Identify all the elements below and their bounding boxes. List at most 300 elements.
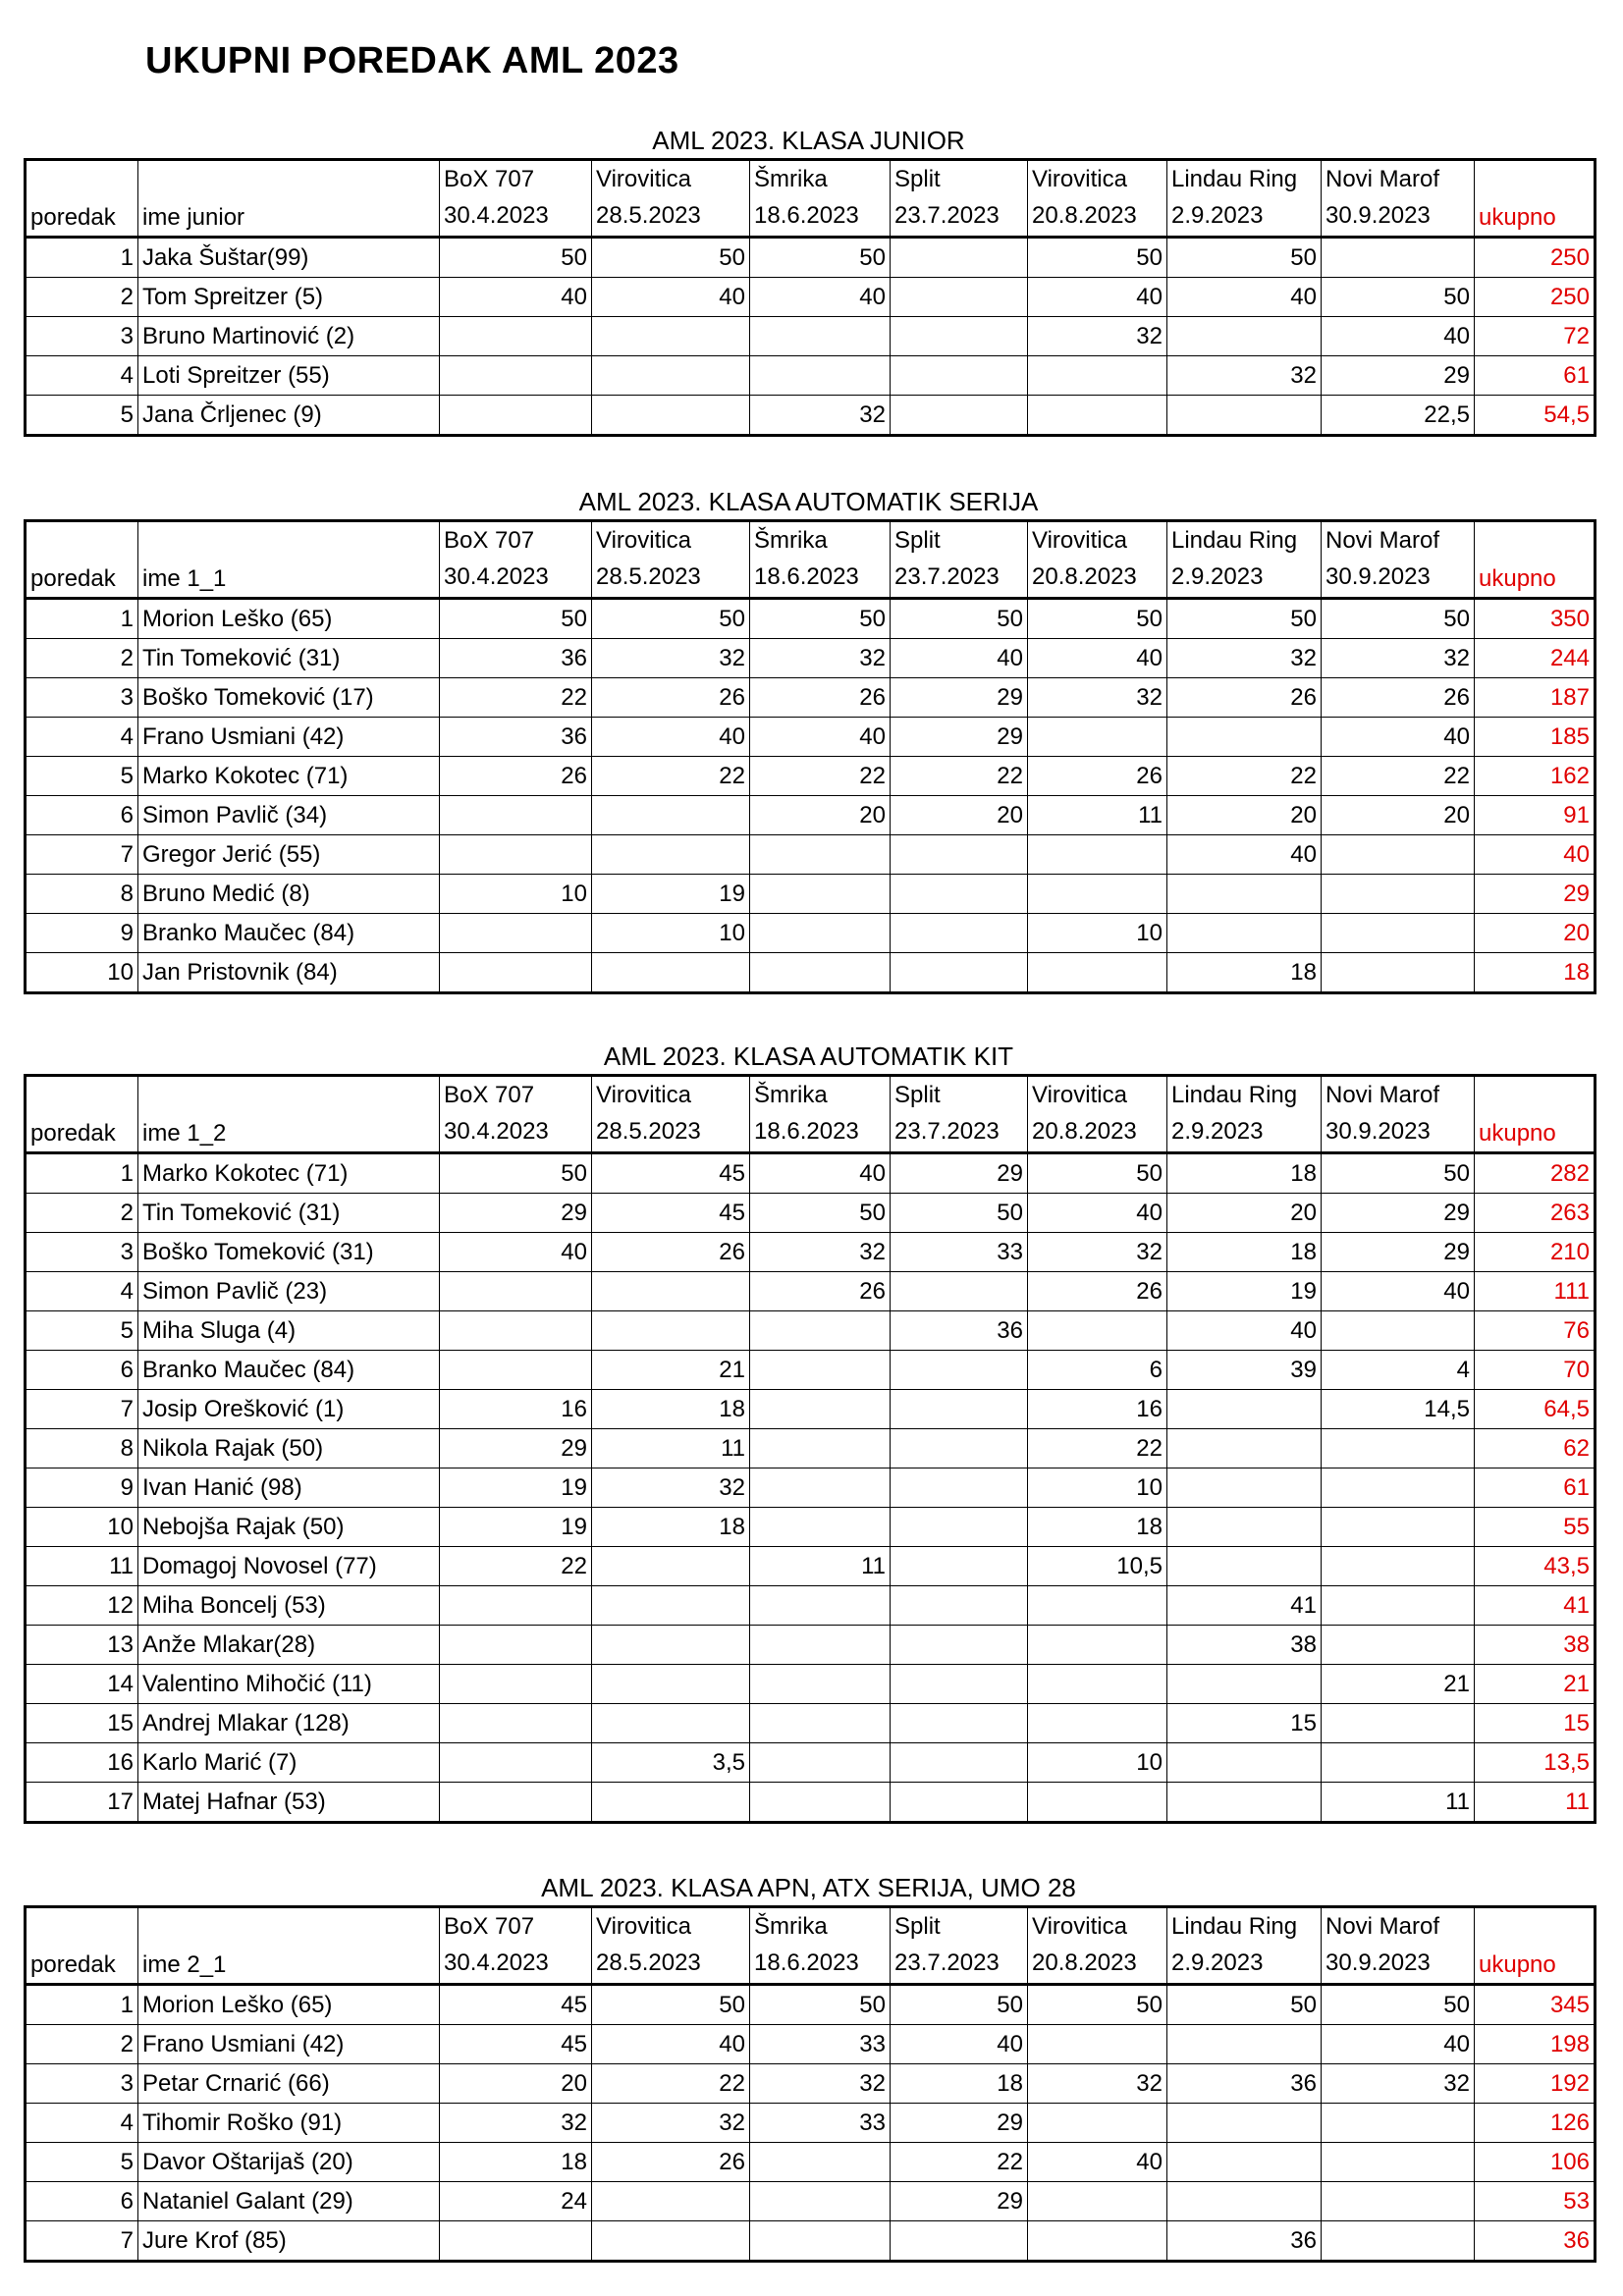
name-cell: Jure Krof (85) [138,2221,440,2262]
score-cell [440,1586,592,1626]
score-cell: 22 [592,2064,750,2104]
score-cell: 32 [592,2104,750,2143]
event-name: Virovitica [596,166,691,192]
score-cell [1322,875,1475,914]
event-date: 30.4.2023 [444,1118,549,1145]
standings-section [24,484,1594,994]
score-cell: 50 [1322,599,1475,639]
score-cell: 24 [440,2182,592,2221]
score-cell [592,1547,750,1586]
score-cell: 22 [440,1547,592,1586]
rank-cell: 3 [26,317,138,356]
score-cell [440,1743,592,1783]
total-cell: 13,5 [1475,1743,1596,1783]
rank-cell: 14 [26,1665,138,1704]
standings-table [24,158,1596,437]
name-cell: Gregor Jerić (55) [138,835,440,875]
score-cell: 36 [1167,2064,1322,2104]
score-cell [891,1783,1028,1823]
score-cell: 32 [1167,356,1322,396]
score-cell [440,953,592,993]
section-title: AML 2023. KLASA AUTOMATIK KIT [603,1041,1014,1071]
name-header: ime junior [138,160,440,238]
rank-cell: 2 [26,639,138,678]
table-row [26,1704,1596,1743]
score-cell [1167,1547,1322,1586]
score-cell [1322,1704,1475,1743]
score-cell: 50 [891,599,1028,639]
event-name: Novi Marof [1325,527,1440,554]
score-cell [440,396,592,436]
name-cell: Boško Tomeković (17) [138,678,440,718]
event-header [1322,1907,1475,1985]
total-cell: 250 [1475,238,1596,278]
total-cell: 111 [1475,1272,1596,1311]
score-cell: 50 [440,599,592,639]
score-cell: 26 [592,2143,750,2182]
score-cell [1028,1665,1167,1704]
table-row [26,1508,1596,1547]
name-cell: Loti Spreitzer (55) [138,356,440,396]
score-cell: 26 [1322,678,1475,718]
score-cell: 50 [1322,278,1475,317]
event-name: Šmrika [754,166,828,192]
score-cell: 10,5 [1028,1547,1167,1586]
score-cell: 40 [1322,2025,1475,2064]
score-cell: 10 [1028,1743,1167,1783]
event-date: 28.5.2023 [596,1949,701,1976]
event-name: Split [894,1913,941,1940]
score-cell: 50 [1028,1985,1167,2025]
event-header [750,1076,891,1153]
score-cell [440,1351,592,1390]
total-cell: 126 [1475,2104,1596,2143]
score-cell: 40 [1028,278,1167,317]
score-cell [750,1508,891,1547]
score-cell: 21 [1322,1665,1475,1704]
rank-cell: 17 [26,1783,138,1823]
score-cell: 20 [1167,1194,1322,1233]
score-cell [891,238,1028,278]
name-cell: Ivan Hanić (98) [138,1468,440,1508]
event-name: BoX 707 [444,1913,535,1940]
table-row [26,396,1596,436]
rank-cell: 16 [26,1743,138,1783]
score-cell [440,317,592,356]
score-cell [1322,1468,1475,1508]
rank-cell: 4 [26,1272,138,1311]
score-cell: 26 [440,757,592,796]
score-cell [440,356,592,396]
score-cell [1167,1390,1322,1429]
score-cell [750,1783,891,1823]
score-cell [750,1390,891,1429]
name-cell: Bruno Martinović (2) [138,317,440,356]
score-cell [1028,2025,1167,2064]
event-name: Virovitica [596,527,691,554]
table-row [26,914,1596,953]
score-cell: 50 [1167,1985,1322,2025]
total-cell: 61 [1475,1468,1596,1508]
table-row [26,1626,1596,1665]
name-cell: Miha Boncelj (53) [138,1586,440,1626]
score-cell: 32 [592,1468,750,1508]
score-cell: 18 [1167,953,1322,993]
event-name: Virovitica [1032,166,1127,192]
score-cell: 15 [1167,1704,1322,1743]
event-header [1028,521,1167,599]
rank-cell: 6 [26,2182,138,2221]
name-cell: Simon Pavlič (34) [138,796,440,835]
score-cell: 14,5 [1322,1390,1475,1429]
event-header [891,1907,1028,1985]
score-cell [1167,2104,1322,2143]
name-cell: Bruno Medić (8) [138,875,440,914]
event-date: 23.7.2023 [894,563,1000,590]
score-cell: 10 [1028,1468,1167,1508]
score-cell: 22 [440,678,592,718]
rank-cell: 7 [26,2221,138,2262]
score-cell: 26 [1167,678,1322,718]
table-header-row [26,1907,1596,1985]
table-row [26,317,1596,356]
score-cell [592,2182,750,2221]
rank-header: poredak [26,1907,138,1985]
table-row [26,278,1596,317]
event-name: Split [894,1082,941,1108]
score-cell [1028,1626,1167,1665]
score-cell: 26 [592,678,750,718]
table-row [26,2143,1596,2182]
event-header [1322,521,1475,599]
score-cell: 26 [750,1272,891,1311]
total-cell: 210 [1475,1233,1596,1272]
score-cell [1167,2143,1322,2182]
total-cell: 64,5 [1475,1390,1596,1429]
rank-cell: 7 [26,1390,138,1429]
score-cell: 18 [1028,1508,1167,1547]
name-cell: Frano Usmiani (42) [138,2025,440,2064]
score-cell [1167,1429,1322,1468]
score-cell: 50 [1028,238,1167,278]
event-header [1167,521,1322,599]
standings-table [24,1074,1596,1824]
score-cell [592,953,750,993]
score-cell: 18 [1167,1233,1322,1272]
score-cell: 22 [891,2143,1028,2182]
event-header [750,1907,891,1985]
event-name: Novi Marof [1325,1082,1440,1108]
event-name: Novi Marof [1325,1913,1440,1940]
score-cell [1028,1586,1167,1626]
score-cell: 45 [592,1194,750,1233]
score-cell [592,356,750,396]
score-cell: 22 [1167,757,1322,796]
event-date: 20.8.2023 [1032,1949,1137,1976]
score-cell [1167,1508,1322,1547]
score-cell: 10 [440,875,592,914]
total-cell: 20 [1475,914,1596,953]
score-cell: 19 [440,1508,592,1547]
score-cell [891,1429,1028,1468]
score-cell: 29 [1322,356,1475,396]
event-date: 2.9.2023 [1171,563,1264,590]
total-cell: 345 [1475,1985,1596,2025]
rank-cell: 6 [26,1351,138,1390]
score-cell [592,1665,750,1704]
score-cell [1167,2182,1322,2221]
score-cell [440,1704,592,1743]
score-cell: 40 [891,639,1028,678]
standings-table [24,519,1596,994]
total-header: ukupno [1475,1907,1596,1985]
score-cell: 32 [1028,678,1167,718]
total-cell: 187 [1475,678,1596,718]
score-cell [1028,875,1167,914]
score-cell [1167,396,1322,436]
table-row [26,1665,1596,1704]
score-cell [592,1704,750,1743]
event-date: 28.5.2023 [596,202,701,229]
event-date: 18.6.2023 [754,202,859,229]
score-cell [750,1586,891,1626]
total-cell: 76 [1475,1311,1596,1351]
score-cell: 22,5 [1322,396,1475,436]
score-cell: 40 [1028,1194,1167,1233]
event-header [1028,1907,1167,1985]
score-cell [592,796,750,835]
event-date: 28.5.2023 [596,563,701,590]
total-cell: 162 [1475,757,1596,796]
score-cell: 20 [891,796,1028,835]
event-date: 30.9.2023 [1325,563,1431,590]
score-cell [1322,1429,1475,1468]
name-cell: Simon Pavlič (23) [138,1272,440,1311]
score-cell: 50 [891,1194,1028,1233]
score-cell: 40 [592,278,750,317]
event-header [592,1076,750,1153]
score-cell: 45 [592,1153,750,1194]
score-cell: 21 [592,1351,750,1390]
table-row [26,953,1596,993]
rank-cell: 6 [26,796,138,835]
name-header: ime 1_1 [138,521,440,599]
score-cell: 40 [1028,639,1167,678]
score-cell [750,1468,891,1508]
score-cell [1028,1311,1167,1351]
rank-cell: 12 [26,1586,138,1626]
total-cell: 40 [1475,835,1596,875]
table-row [26,1783,1596,1823]
name-cell: Petar Crnarić (66) [138,2064,440,2104]
table-row [26,238,1596,278]
rank-cell: 5 [26,2143,138,2182]
score-cell [750,1626,891,1665]
score-cell: 50 [750,1985,891,2025]
score-cell [1322,238,1475,278]
score-cell [1028,396,1167,436]
event-header [592,160,750,238]
total-cell: 41 [1475,1586,1596,1626]
standings-section [24,1870,1594,2263]
total-cell: 250 [1475,278,1596,317]
score-cell: 36 [1167,2221,1322,2262]
event-header [1028,1076,1167,1153]
event-date: 30.4.2023 [444,563,549,590]
event-header [1167,1076,1322,1153]
score-cell: 18 [440,2143,592,2182]
score-cell: 20 [1167,796,1322,835]
score-cell: 36 [891,1311,1028,1351]
score-cell: 10 [1028,914,1167,953]
table-row [26,1468,1596,1508]
rank-cell: 8 [26,875,138,914]
event-header [440,521,592,599]
score-cell: 40 [1028,2143,1167,2182]
score-cell [440,1311,592,1351]
score-cell: 40 [1167,1311,1322,1351]
score-cell [750,1743,891,1783]
score-cell: 40 [750,718,891,757]
score-cell: 3,5 [592,1743,750,1783]
score-cell: 40 [592,2025,750,2064]
score-cell: 50 [1167,599,1322,639]
table-row [26,1153,1596,1194]
score-cell [440,1626,592,1665]
name-cell: Matej Hafnar (53) [138,1783,440,1823]
score-cell [1322,914,1475,953]
name-cell: Marko Kokotec (71) [138,757,440,796]
score-cell [1167,914,1322,953]
event-name: Virovitica [1032,527,1127,554]
score-cell: 40 [440,278,592,317]
score-cell: 29 [1322,1233,1475,1272]
name-cell: Nataniel Galant (29) [138,2182,440,2221]
score-cell: 50 [1322,1153,1475,1194]
event-name: Split [894,166,941,192]
score-cell: 22 [592,757,750,796]
score-cell: 32 [1028,317,1167,356]
score-cell [891,914,1028,953]
name-cell: Tom Spreitzer (5) [138,278,440,317]
score-cell: 50 [750,1194,891,1233]
score-cell [750,317,891,356]
table-row [26,1390,1596,1429]
score-cell: 50 [440,238,592,278]
table-row [26,356,1596,396]
score-cell [592,1272,750,1311]
score-cell [440,796,592,835]
score-cell: 18 [592,1508,750,1547]
event-date: 30.9.2023 [1325,1118,1431,1145]
total-cell: 185 [1475,718,1596,757]
score-cell [750,953,891,993]
standings-section [24,123,1594,437]
event-header [1322,160,1475,238]
rank-header: poredak [26,160,138,238]
event-name: Lindau Ring [1171,1913,1298,1940]
score-cell: 26 [592,1233,750,1272]
event-header [1322,1076,1475,1153]
name-cell: Tihomir Roško (91) [138,2104,440,2143]
score-cell [891,2221,1028,2262]
score-cell: 40 [1322,1272,1475,1311]
score-cell: 50 [592,1985,750,2025]
event-date: 23.7.2023 [894,1118,1000,1145]
rank-cell: 3 [26,1233,138,1272]
rank-cell: 10 [26,953,138,993]
score-cell [440,835,592,875]
score-cell [750,1704,891,1743]
score-cell [440,914,592,953]
score-cell: 50 [750,599,891,639]
score-cell: 33 [750,2025,891,2064]
event-name: BoX 707 [444,166,535,192]
score-cell [1322,2182,1475,2221]
score-cell: 11 [1028,796,1167,835]
name-cell: Morion Leško (65) [138,1985,440,2025]
score-cell [592,396,750,436]
score-cell: 11 [1322,1783,1475,1823]
table-row [26,2221,1596,2262]
score-cell [592,317,750,356]
name-cell: Tin Tomeković (31) [138,1194,440,1233]
rank-cell: 2 [26,1194,138,1233]
event-name: Novi Marof [1325,166,1440,192]
score-cell [891,278,1028,317]
rank-cell: 4 [26,356,138,396]
score-cell [891,875,1028,914]
table-row [26,2104,1596,2143]
score-cell: 40 [1167,835,1322,875]
score-cell: 40 [440,1233,592,1272]
score-cell: 32 [1167,639,1322,678]
total-cell: 61 [1475,356,1596,396]
score-cell: 40 [750,1153,891,1194]
table-row [26,1985,1596,2025]
event-date: 30.9.2023 [1325,202,1431,229]
event-date: 2.9.2023 [1171,1949,1264,1976]
score-cell: 6 [1028,1351,1167,1390]
score-cell: 32 [592,639,750,678]
score-cell [1322,1311,1475,1351]
section-title: AML 2023. KLASA JUNIOR [652,126,965,155]
score-cell [750,835,891,875]
name-cell: Boško Tomeković (31) [138,1233,440,1272]
rank-cell: 11 [26,1547,138,1586]
score-cell [891,1665,1028,1704]
score-cell [440,1783,592,1823]
name-cell: Andrej Mlakar (128) [138,1704,440,1743]
event-date: 20.8.2023 [1032,202,1137,229]
standings-table [24,1905,1596,2263]
score-cell: 20 [440,2064,592,2104]
name-cell: Domagoj Novosel (77) [138,1547,440,1586]
event-date: 30.4.2023 [444,202,549,229]
total-cell: 263 [1475,1194,1596,1233]
score-cell [750,2221,891,2262]
score-cell: 4 [1322,1351,1475,1390]
rank-cell: 9 [26,914,138,953]
score-cell: 50 [592,238,750,278]
rank-cell: 10 [26,1508,138,1547]
event-header [440,1907,592,1985]
score-cell [750,2143,891,2182]
event-name: BoX 707 [444,527,535,554]
table-row [26,875,1596,914]
score-cell [750,1311,891,1351]
score-cell: 29 [891,1153,1028,1194]
